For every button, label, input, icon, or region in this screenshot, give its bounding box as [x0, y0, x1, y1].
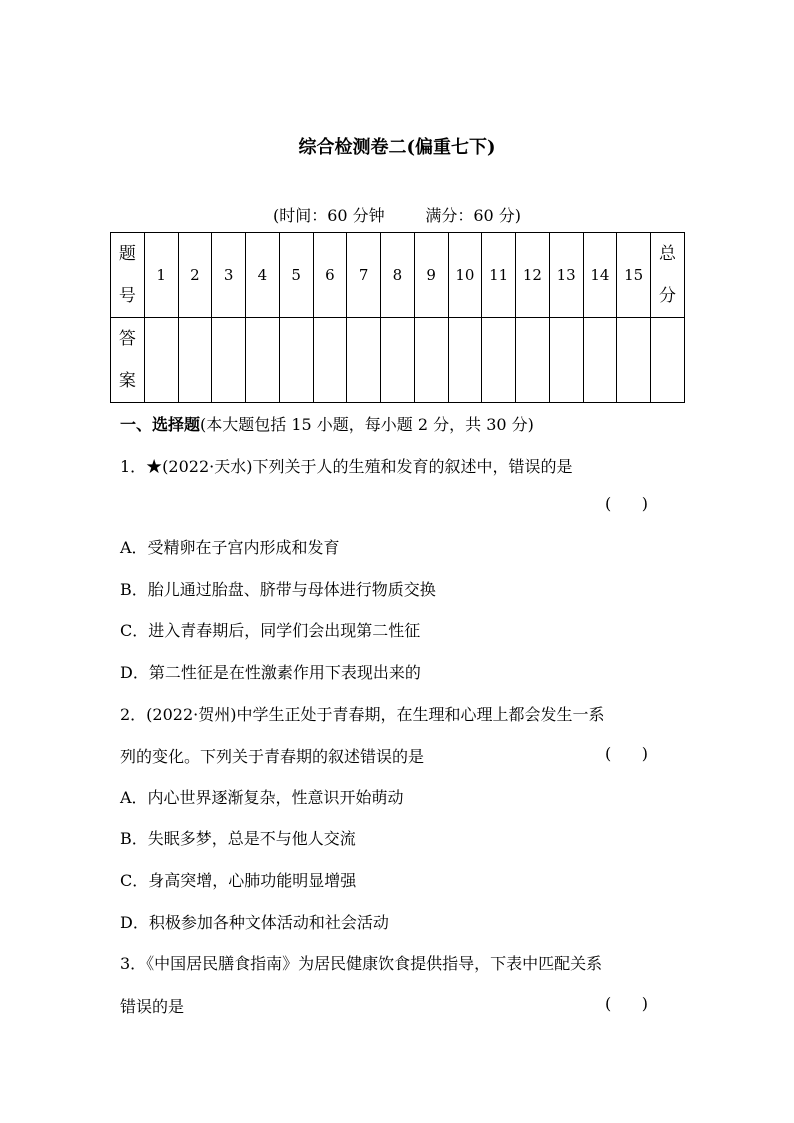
option-a: A．内心世界逐渐复杂，性意识开始萌动	[120, 788, 404, 807]
question-number-cell: 15	[617, 233, 651, 318]
option-c: C．进入青春期后，同学们会出现第二性征	[120, 621, 421, 640]
option-d: D．第二性征是在性激素作用下表现出来的	[120, 663, 421, 682]
row-label-cell	[111, 318, 145, 403]
answer-cell[interactable]	[549, 318, 583, 403]
answer-cell[interactable]	[617, 318, 651, 403]
option-d: D．积极参加各种文体活动和社会活动	[120, 913, 389, 932]
question-number-cell: 13	[549, 233, 583, 318]
question-number-cell: 3	[212, 233, 246, 318]
answer-cell[interactable]	[212, 318, 246, 403]
question-number-cell: 6	[313, 233, 347, 318]
option-b: B．失眠多梦，总是不与他人交流	[120, 829, 356, 848]
section-heading	[120, 412, 534, 435]
score-table	[110, 232, 685, 403]
answer-cell[interactable]	[347, 318, 381, 403]
answer-blank[interactable]: ( )	[605, 994, 648, 1013]
question-number-cell: 5	[279, 233, 313, 318]
row-label-char: 答	[118, 329, 136, 349]
total-label-char: 分	[659, 286, 676, 306]
question-number-cell: 14	[583, 233, 617, 318]
score-table-answer-row	[111, 318, 685, 403]
option-c: C．身高突增，心肺功能明显增强	[120, 871, 357, 890]
section-note: (本大题包括 15 小题，每小题 2 分，共 30 分)	[200, 415, 534, 434]
total-score-cell[interactable]	[651, 318, 685, 403]
answer-cell[interactable]	[279, 318, 313, 403]
answer-cell[interactable]	[313, 318, 347, 403]
question-3-stem-cont: 错误的是	[120, 997, 185, 1016]
question-number-cell: 10	[448, 233, 482, 318]
question-number-cell: 2	[178, 233, 212, 318]
answer-cell[interactable]	[178, 318, 212, 403]
answer-blank[interactable]: ( )	[605, 494, 648, 513]
total-label-char: 总	[659, 244, 676, 264]
answer-cell[interactable]	[381, 318, 415, 403]
question-3-stem: 3．《中国居民膳食指南》为居民健康饮食提供指导，下表中匹配关系	[120, 954, 603, 973]
time-score-info: (时间：60 分钟 满分：60 分)	[272, 206, 522, 225]
answer-cell[interactable]	[246, 318, 280, 403]
total-label-cell	[651, 233, 685, 318]
row-label-char: 题	[118, 244, 136, 264]
question-number-cell: 9	[414, 233, 448, 318]
question-number-cell: 7	[347, 233, 381, 318]
answer-cell[interactable]	[414, 318, 448, 403]
question-number-cell: 8	[381, 233, 415, 318]
answer-cell[interactable]	[482, 318, 516, 403]
question-2-stem-cont: 列的变化。下列关于青春期的叙述错误的是	[120, 747, 425, 766]
answer-cell[interactable]	[448, 318, 482, 403]
question-1-stem: 1．★(2022·天水)下列关于人的生殖和发育的叙述中，错误的是	[120, 457, 573, 476]
question-number-cell: 1	[144, 233, 178, 318]
answer-cell[interactable]	[516, 318, 550, 403]
answer-blank[interactable]: ( )	[605, 744, 648, 763]
option-b: B．胎儿通过胎盘、脐带与母体进行物质交换	[120, 580, 436, 599]
section-title: 一、选择题	[120, 415, 201, 434]
row-label-cell	[111, 233, 145, 318]
question-number-cell: 4	[246, 233, 280, 318]
question-number-cell: 12	[516, 233, 550, 318]
question-2-stem: 2．(2022·贺州)中学生正处于青春期，在生理和心理上都会发生一系	[120, 705, 605, 724]
answer-cell[interactable]	[583, 318, 617, 403]
question-number-cell: 11	[482, 233, 516, 318]
row-label-char: 号	[118, 286, 136, 306]
answer-cell[interactable]	[144, 318, 178, 403]
page-title: 综合检测卷二(偏重七下)	[298, 137, 496, 158]
row-label-char: 案	[118, 371, 136, 391]
score-table-number-row	[111, 233, 685, 318]
option-a: A．受精卵在子宫内形成和发育	[120, 538, 340, 557]
